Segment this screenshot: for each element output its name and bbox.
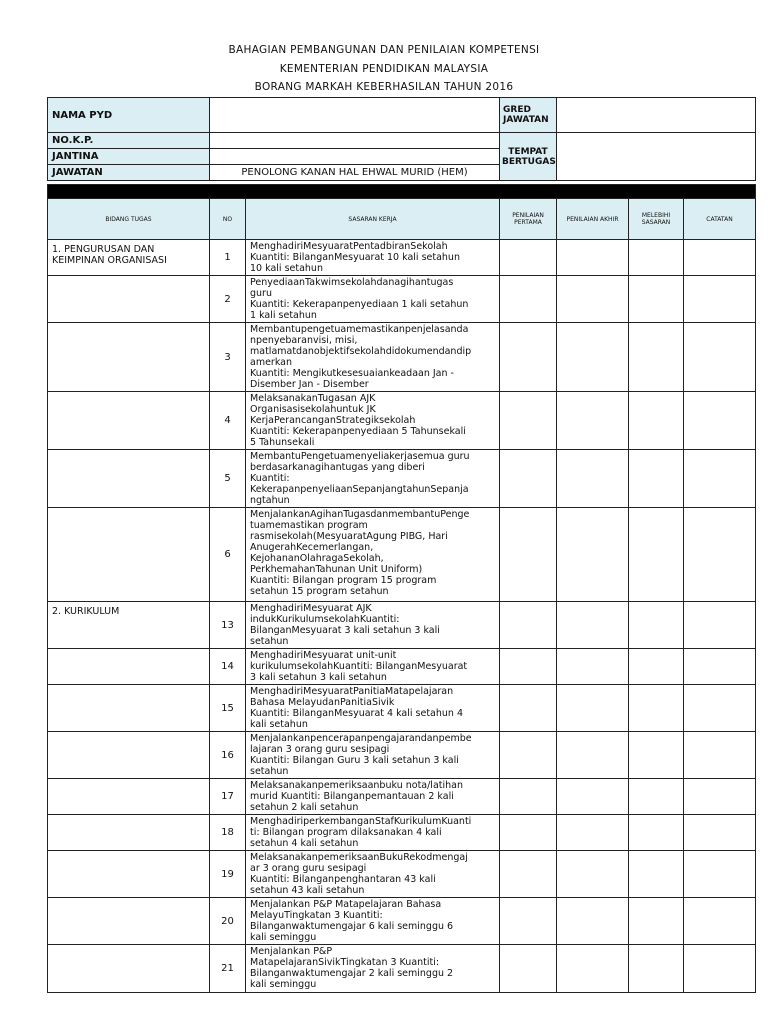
sasaran-kerja-cell	[246, 898, 500, 945]
col-melebihi-sasaran: MELEBIHI SASARAN	[629, 199, 684, 240]
sasaran-kerja-cell	[246, 779, 500, 815]
bidang-tugas-cell	[48, 508, 210, 602]
nama-pyd-label: NAMA PYD	[48, 98, 210, 133]
sasaran-line: Menjalankan P&P Matapelajaran Bahasa	[250, 899, 442, 910]
penilaian-pertama-cell[interactable]	[500, 685, 557, 732]
bidang-tugas-cell	[48, 276, 210, 323]
col-no: NO	[210, 199, 246, 240]
sasaran-line: MatapelajaranSivikTingkatan 3 Kuantiti:	[250, 957, 440, 968]
sasaran-kerja-cell	[246, 450, 500, 508]
sasaran-kerja-cell	[246, 815, 500, 851]
sasaran-kerja-cell	[246, 276, 500, 323]
tempat-field	[557, 133, 756, 181]
sasaran-line: Kuantiti: BilanganMesyuarat 10 kali setahun	[250, 252, 460, 263]
melebihi-sasaran-cell[interactable]	[629, 815, 684, 851]
row-number: 2	[210, 276, 246, 323]
melebihi-sasaran-cell[interactable]	[629, 685, 684, 732]
sasaran-line: 10 kali setahun	[250, 263, 323, 274]
info-table	[47, 97, 756, 181]
sasaran-line: MembantuPengetuamenyeliakerjasemua guru	[250, 451, 470, 462]
penilaian-pertama-cell[interactable]	[500, 851, 557, 898]
sasaran-line: KejohananOlahragaSekolah,	[250, 553, 384, 564]
sasaran-line: MenjalankanAgihanTugasdanmembantuPenge	[250, 509, 470, 520]
penilaian-akhir-cell[interactable]	[557, 685, 629, 732]
sasaran-kerja-cell	[246, 851, 500, 898]
penilaian-akhir-cell[interactable]	[557, 851, 629, 898]
sasaran-line: ar 3 orang guru sesipagi	[250, 863, 367, 874]
table-row	[48, 779, 756, 815]
sasaran-line: BilanganMesyuarat 3 kali setahun 3 kali	[250, 625, 440, 636]
sasaran-line: Kuantiti: Bilangan program 15 program	[250, 575, 437, 586]
melebihi-sasaran-cell[interactable]	[629, 392, 684, 450]
bidang-tugas-cell: 1. PENGURUSAN DAN KEIMPINAN ORGANISASI	[48, 240, 210, 276]
row-number: 18	[210, 815, 246, 851]
table-row	[48, 685, 756, 732]
sasaran-line: Kuantiti: Mengikutkesesuaiankeadaan Jan -	[250, 368, 454, 379]
row-number: 19	[210, 851, 246, 898]
sasaran-line: MenghadiriMesyuarat unit-unit	[250, 650, 397, 661]
row-number: 1	[210, 240, 246, 276]
sasaran-line: MelaksanakanTugasan AJK	[250, 393, 376, 404]
penilaian-akhir-cell[interactable]	[557, 450, 629, 508]
jantina-field	[210, 149, 500, 165]
sasaran-line: lajaran 3 orang guru sesipagi	[250, 744, 390, 755]
melebihi-sasaran-cell[interactable]	[629, 732, 684, 779]
melebihi-sasaran-cell[interactable]	[629, 508, 684, 602]
catatan-cell[interactable]	[684, 685, 756, 732]
melebihi-sasaran-cell[interactable]	[629, 276, 684, 323]
sasaran-kerja-cell	[246, 602, 500, 649]
catatan-cell[interactable]	[684, 779, 756, 815]
sasaran-line: setahun	[250, 636, 289, 647]
jawatan-value: PENOLONG KANAN HAL EHWAL MURID (HEM)	[210, 165, 500, 181]
black-separator	[48, 185, 756, 199]
catatan-cell[interactable]	[684, 851, 756, 898]
sasaran-line: 1 kali setahun	[250, 310, 317, 321]
sasaran-line: murid Kuantiti: Bilanganpemantauan 2 kali	[250, 791, 454, 802]
table-row	[48, 649, 756, 685]
sasaran-line: MenghadiriMesyuaratPanitiaMatapelajaran	[250, 686, 454, 697]
sasaran-line: Melaksanakanpemeriksaanbuku nota/latihan	[250, 780, 463, 791]
sasaran-kerja-cell	[246, 323, 500, 392]
sasaran-line: PenyediaanTakwimsekolahdanagihantugas	[250, 277, 454, 288]
sasaran-line: npenyebaranvisi, misi,	[250, 335, 358, 346]
penilaian-akhir-cell[interactable]	[557, 276, 629, 323]
gred-label: GRED JAWATAN	[500, 98, 557, 133]
table-row	[48, 323, 756, 392]
sasaran-line: Bahasa MelayudanPanitiaSivik	[250, 697, 395, 708]
sasaran-line: KerjaPerancanganStrategiksekolah	[250, 415, 416, 426]
melebihi-sasaran-cell[interactable]	[629, 945, 684, 993]
penilaian-akhir-cell[interactable]	[557, 323, 629, 392]
row-number: 5	[210, 450, 246, 508]
penilaian-pertama-cell[interactable]	[500, 649, 557, 685]
sasaran-line: MelaksanakanpemeriksaanBukuRekodmengaj	[250, 852, 468, 863]
bidang-tugas-cell	[48, 815, 210, 851]
catatan-cell[interactable]	[684, 450, 756, 508]
table-row	[48, 732, 756, 779]
bidang-tugas-cell	[48, 392, 210, 450]
table-row	[48, 240, 756, 276]
sasaran-line: ngtahun	[250, 495, 290, 506]
keberhasilan-table	[47, 184, 756, 993]
sasaran-line: berdasarkanagihantugas yang diberi	[250, 462, 425, 473]
penilaian-pertama-cell[interactable]	[500, 602, 557, 649]
col-sasaran-kerja: SASARAN KERJA	[246, 199, 500, 240]
sasaran-line: tuamemastikan program	[250, 520, 368, 531]
nokp-label: NO.K.P.	[48, 133, 210, 149]
table-row	[48, 602, 756, 649]
catatan-cell[interactable]	[684, 276, 756, 323]
table-row	[48, 815, 756, 851]
melebihi-sasaran-cell[interactable]	[629, 240, 684, 276]
melebihi-sasaran-cell[interactable]	[629, 898, 684, 945]
table-row	[48, 392, 756, 450]
bidang-tugas-cell: 2. KURIKULUM	[48, 602, 210, 649]
sasaran-kerja-cell	[246, 685, 500, 732]
sasaran-line: MenghadiriperkembanganStafKurikulumKuanti	[250, 816, 472, 827]
penilaian-pertama-cell[interactable]	[500, 508, 557, 602]
penilaian-akhir-cell[interactable]	[557, 779, 629, 815]
bidang-tugas-cell	[48, 779, 210, 815]
jantina-label: JANTINA	[48, 149, 210, 165]
sasaran-kerja-cell	[246, 508, 500, 602]
catatan-cell[interactable]	[684, 815, 756, 851]
sasaran-line: amerkan	[250, 357, 293, 368]
col-penilaian-akhir: PENILAIAN AKHIR	[557, 199, 629, 240]
penilaian-akhir-cell[interactable]	[557, 240, 629, 276]
sasaran-line: 5 Tahunsekali	[250, 437, 315, 448]
col-penilaian-pertama: PENILAIAN PERTAMA	[500, 199, 557, 240]
penilaian-akhir-cell[interactable]	[557, 898, 629, 945]
table-row	[48, 276, 756, 323]
penilaian-pertama-cell[interactable]	[500, 732, 557, 779]
sasaran-line: kali seminggu	[250, 979, 317, 990]
table-row	[48, 508, 756, 602]
sasaran-line: setahun 15 program setahun	[250, 586, 389, 597]
row-number: 13	[210, 602, 246, 649]
sasaran-line: matlamatdanobjektifsekolahdidokumendandip	[250, 346, 472, 357]
nokp-field	[210, 133, 500, 149]
bidang-tugas-cell	[48, 898, 210, 945]
table-row	[48, 898, 756, 945]
sasaran-kerja-cell	[246, 945, 500, 993]
row-number: 6	[210, 508, 246, 602]
sasaran-line: setahun 2 kali setahun	[250, 802, 359, 813]
melebihi-sasaran-cell[interactable]	[629, 323, 684, 392]
sasaran-line: Organisasisekolahuntuk JK	[250, 404, 376, 415]
sasaran-line: setahun 43 kali setahun	[250, 885, 365, 896]
penilaian-akhir-cell[interactable]	[557, 649, 629, 685]
sasaran-line: AnugerahKecemerlangan,	[250, 542, 374, 553]
sasaran-line: MenghadiriMesyuarat AJK	[250, 603, 372, 614]
sasaran-kerja-cell	[246, 732, 500, 779]
row-number: 3	[210, 323, 246, 392]
sasaran-line: setahun	[250, 766, 289, 777]
bidang-tugas-cell	[48, 851, 210, 898]
sasaran-kerja-cell	[246, 649, 500, 685]
sasaran-line: Kuantiti: Bilangan Guru 3 kali setahun 3 kali	[250, 755, 459, 766]
sasaran-line: Bilanganwaktumengajar 6 kali seminggu 6	[250, 921, 454, 932]
table-row	[48, 945, 756, 993]
penilaian-akhir-cell[interactable]	[557, 815, 629, 851]
bidang-tugas-cell	[48, 685, 210, 732]
sasaran-line: Kuantiti: Kekerapanpenyediaan 5 Tahunsekali	[250, 426, 466, 437]
sasaran-line: KekerapanpenyeliaanSepanjangtahunSepanja	[250, 484, 469, 495]
row-number: 20	[210, 898, 246, 945]
penilaian-pertama-cell[interactable]	[500, 815, 557, 851]
melebihi-sasaran-cell[interactable]	[629, 779, 684, 815]
sasaran-line: kali setahun	[250, 719, 308, 730]
header-line-1: BAHAGIAN PEMBANGUNAN DAN PENILAIAN KOMPETENSI	[228, 44, 540, 56]
bidang-tugas-cell	[48, 649, 210, 685]
nama-pyd-field	[210, 98, 500, 133]
catatan-cell[interactable]	[684, 508, 756, 602]
melebihi-sasaran-cell[interactable]	[629, 649, 684, 685]
sasaran-line: 3 kali setahun 3 kali setahun	[250, 672, 387, 683]
bidang-tugas-cell	[48, 945, 210, 993]
penilaian-akhir-cell[interactable]	[557, 945, 629, 993]
bidang-tugas-cell	[48, 323, 210, 392]
catatan-cell[interactable]	[684, 392, 756, 450]
catatan-cell[interactable]	[684, 732, 756, 779]
row-number: 15	[210, 685, 246, 732]
sasaran-line: ti: Bilangan program dilaksanakan 4 kali	[250, 827, 442, 838]
catatan-cell[interactable]	[684, 240, 756, 276]
sasaran-line: Kuantiti:	[250, 473, 290, 484]
sasaran-line: MenghadiriMesyuaratPentadbiranSekolah	[250, 241, 448, 252]
gred-field	[557, 98, 756, 133]
sasaran-line: guru	[250, 288, 272, 299]
sasaran-kerja-cell	[246, 392, 500, 450]
catatan-cell[interactable]	[684, 323, 756, 392]
sasaran-line: Bilanganwaktumengajar 2 kali seminggu 2	[250, 968, 454, 979]
table-body	[48, 240, 756, 993]
penilaian-pertama-cell[interactable]	[500, 779, 557, 815]
col-catatan: CATATAN	[684, 199, 756, 240]
catatan-cell[interactable]	[684, 898, 756, 945]
tempat-label: TEMPAT BERTUGAS	[500, 133, 557, 181]
sasaran-line: Disember Jan - Disember	[250, 379, 369, 390]
sasaran-line: Kuantiti: Bilanganpenghantaran 43 kali	[250, 874, 436, 885]
sasaran-line: PerkhemahanTahunan Unit Uniform)	[250, 564, 423, 575]
sasaran-line: Menjalankan P&P	[250, 946, 333, 957]
col-bidang-tugas: BIDANG TUGAS	[48, 199, 210, 240]
sasaran-line: setahun 4 kali setahun	[250, 838, 359, 849]
penilaian-akhir-cell[interactable]	[557, 508, 629, 602]
row-number: 14	[210, 649, 246, 685]
penilaian-pertama-cell[interactable]	[500, 898, 557, 945]
catatan-cell[interactable]	[684, 649, 756, 685]
header-line-2: KEMENTERIAN PENDIDIKAN MALAYSIA	[279, 63, 489, 75]
sasaran-line: indukKurikulumsekolahKuantiti:	[250, 614, 400, 625]
row-number: 17	[210, 779, 246, 815]
sasaran-line: rasmisekolah(MesyuaratAgung PIBG, Hari	[250, 531, 448, 542]
penilaian-akhir-cell[interactable]	[557, 392, 629, 450]
bidang-tugas-cell	[48, 450, 210, 508]
catatan-cell[interactable]	[684, 602, 756, 649]
row-number: 16	[210, 732, 246, 779]
bidang-tugas-cell	[48, 732, 210, 779]
melebihi-sasaran-cell[interactable]	[629, 602, 684, 649]
penilaian-pertama-cell[interactable]	[500, 276, 557, 323]
sasaran-line: Membantupengetuamemastikanpenjelasanda	[250, 324, 469, 335]
catatan-cell[interactable]	[684, 945, 756, 993]
header-line-3: BORANG MARKAH KEBERHASILAN TAHUN 2016	[254, 81, 514, 93]
table-row	[48, 851, 756, 898]
penilaian-pertama-cell[interactable]	[500, 945, 557, 993]
sasaran-line: Kuantiti: Kekerapanpenyediaan 1 kali setahun	[250, 299, 469, 310]
penilaian-pertama-cell[interactable]	[500, 323, 557, 392]
jawatan-label: JAWATAN	[48, 165, 210, 181]
penilaian-pertama-cell[interactable]	[500, 392, 557, 450]
sasaran-line: MelayuTingkatan 3 Kuantiti:	[250, 910, 383, 921]
sasaran-kerja-cell	[246, 240, 500, 276]
melebihi-sasaran-cell[interactable]	[629, 851, 684, 898]
sasaran-line: kurikulumsekolahKuantiti: BilanganMesyuarat	[250, 661, 468, 672]
penilaian-pertama-cell[interactable]	[500, 240, 557, 276]
sasaran-line: Menjalankanpencerapanpengajarandanpembe	[250, 733, 472, 744]
sasaran-line: kali seminggu	[250, 932, 317, 943]
melebihi-sasaran-cell[interactable]	[629, 450, 684, 508]
table-row	[48, 450, 756, 508]
row-number: 4	[210, 392, 246, 450]
sasaran-line: Kuantiti: BilanganMesyuarat 4 kali setahun 4	[250, 708, 463, 719]
penilaian-pertama-cell[interactable]	[500, 450, 557, 508]
row-number: 21	[210, 945, 246, 993]
penilaian-akhir-cell[interactable]	[557, 602, 629, 649]
penilaian-akhir-cell[interactable]	[557, 732, 629, 779]
